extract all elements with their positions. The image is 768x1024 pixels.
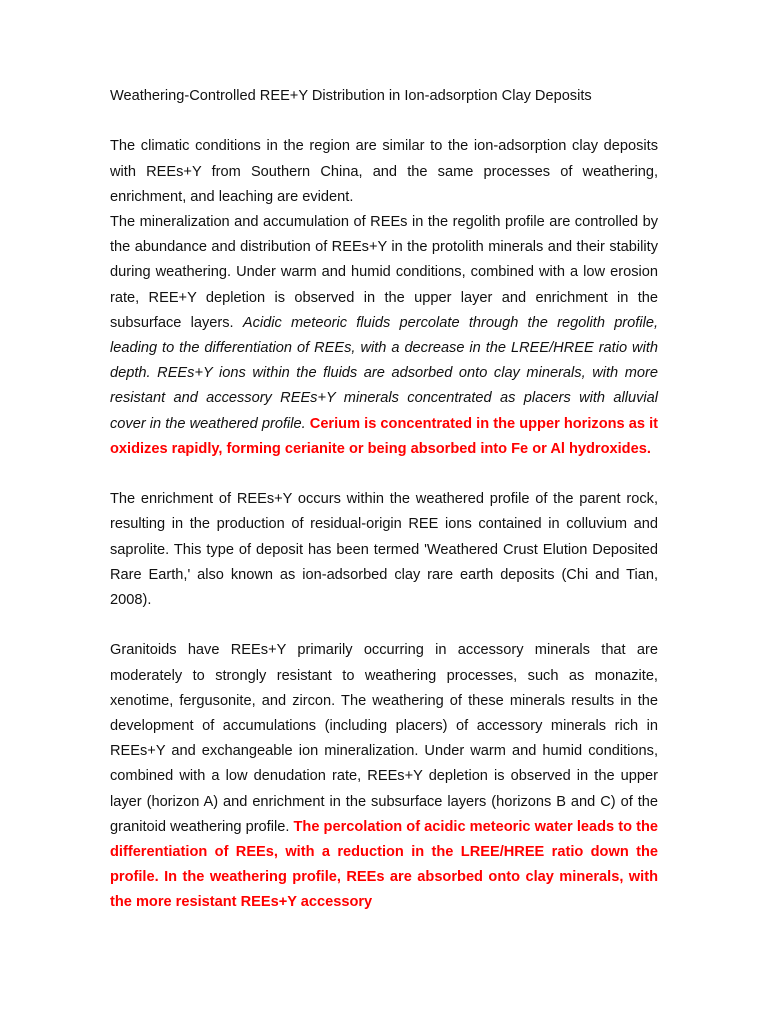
spacer [110,613,658,638]
paragraph-mineralization [110,210,658,462]
paragraph-mineralization-italic-text: Acidic meteoric fluids percolate through the regolith profile, leading to the differentiation of REEs, with a decrease in the LREE/HREE ratio with depth. REEs+Y ions within the fluids are adsorbed onto clay minerals, with more resistant and accessory REEs+Y minerals concentrated as placers with alluvial cover in the weathered profile. [110,314,658,432]
spacer [110,109,658,134]
document-body [110,84,658,916]
paragraph-granitoids-text: Granitoids have REEs+Y primarily occurring in accessory minerals that are moderately to strongly resistant to weathering processes, such as monazite, xenotime, fergusonite, and zircon. The weathering of these minerals results in the development of accumulations (including placers) of accessory minerals rich in REEs+Y and exchangeable ion mineralization. Under warm and humid conditions, combined with a low denudation rate, REEs+Y depletion is observed in the upper layer (horizon A) and enrichment in the subsurface layers (horizons B and C) of the granitoid weathering profile. [110,642,658,835]
paragraph-granitoids [110,638,658,915]
paragraph-mineralization-text: The mineralization and accumulation of REEs in the regolith profile are controlled by the abundance and distribution of REEs+Y in the protolith minerals and their stability during weathering. Under warm and humid conditions, combined with a low erosion rate, REE+Y depletion is observed in the upper layer and enrichment in the subsurface layers. [110,214,658,331]
paragraph-mineralization-highlight: Cerium is concentrated in the upper horizons as it oxidizes rapidly, forming cerianite or being absorbed into Fe or Al hydroxides. [110,415,658,457]
paragraph-enrichment: The enrichment of REEs+Y occurs within the weathered profile of the parent rock, resulting in the production of residual-origin REE ions contained in colluvium and saprolite. This type of deposit has been termed 'Weathered Crust Elution Deposited Rare Earth,' also known as ion-adsorbed clay rare earth deposits (Chi and Tian, 2008). [110,491,658,609]
spacer [110,462,658,487]
document-title: Weathering-Controlled REE+Y Distribution in Ion-adsorption Clay Deposits [110,88,592,104]
paragraph-climatic-conditions: The climatic conditions in the region are similar to the ion-adsorption clay deposits with REEs+Y from Southern China, and the same processes of weathering, enrichment, and leaching are evident. [110,138,658,205]
paragraph-granitoids-highlight: The percolation of acidic meteoric water leads to the differentiation of REEs, with a reduction in the LREE/HREE ratio down the profile. In the weathering profile, REEs are absorbed onto clay minerals, with the more resistant REEs+Y accessory [110,818,659,911]
